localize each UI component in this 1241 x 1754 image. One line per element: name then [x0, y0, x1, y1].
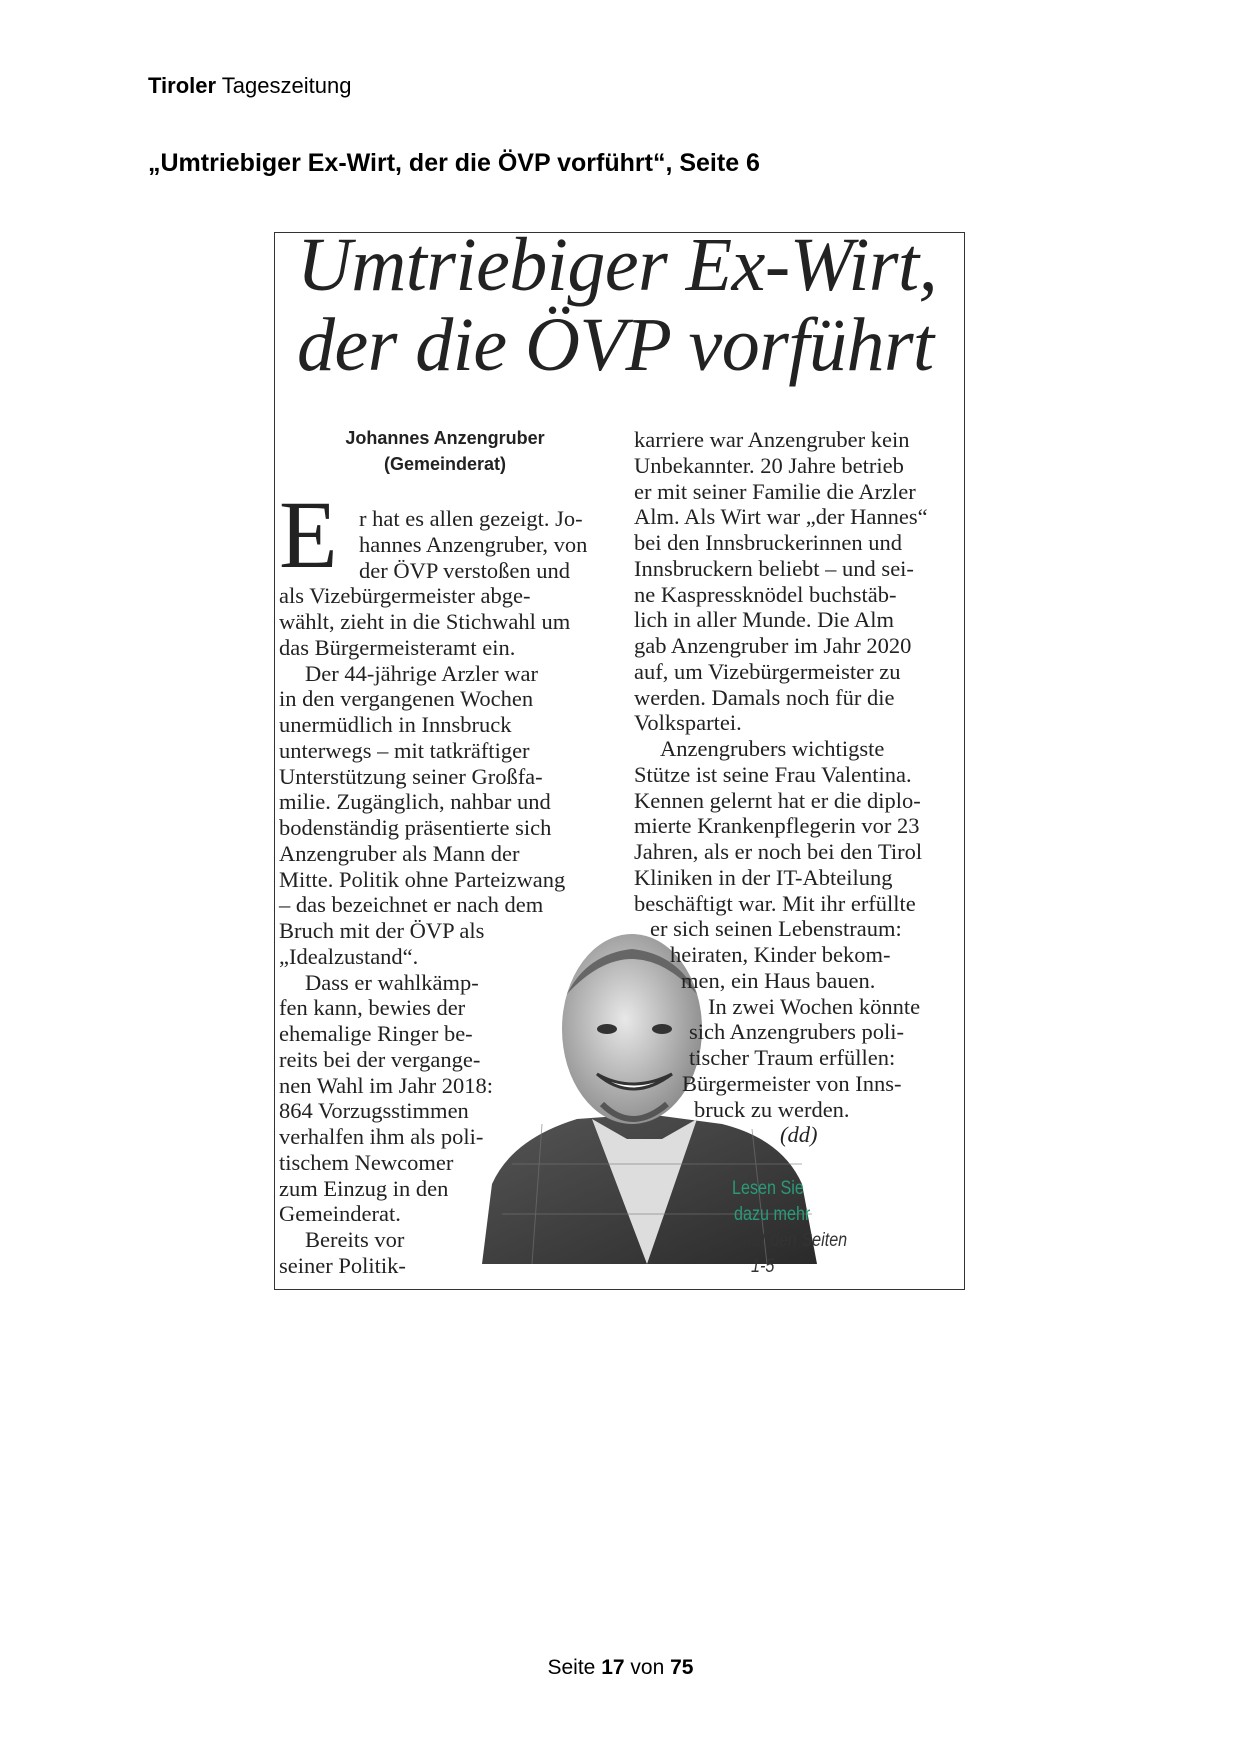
right-column-line: (dd): [780, 1122, 818, 1148]
right-column-line: Bürgermeister von Inns-: [682, 1070, 902, 1096]
left-column-line: der ÖVP verstoßen und: [359, 557, 571, 583]
drop-cap: E: [279, 481, 338, 588]
right-column-line: er mit seiner Familie die Arzler: [634, 478, 916, 504]
left-column-line: tischem Newcomer: [279, 1149, 454, 1175]
headline-line-2: der die ÖVP vorführt: [297, 303, 934, 387]
left-column-line: seiner Politik-: [279, 1252, 406, 1278]
left-column-line: – das bezeichnet er nach dem: [279, 892, 544, 918]
right-column-line: werden. Damals noch für die: [634, 684, 895, 710]
newspaper-clipping: [274, 232, 965, 1290]
left-column-line: reits bei der vergange-: [279, 1046, 481, 1072]
page-prefix: Seite: [547, 1656, 596, 1679]
right-column-line: Stütze ist seine Frau Valentina.: [634, 761, 912, 787]
left-column-line: Unterstützung seiner Großfa-: [279, 763, 543, 789]
right-column-line: tischer Traum erfüllen:: [689, 1045, 896, 1070]
left-column-line: 864 Vorzugsstimmen: [279, 1098, 469, 1124]
right-column-line: er sich seinen Lebenstraum:: [650, 916, 902, 942]
byline-role: (Gemeinderat): [383, 454, 507, 474]
right-column-line: lich in aller Munde. Die Alm: [634, 607, 894, 633]
left-column-line: Dass er wahlkämp-: [305, 969, 479, 995]
page-of: von: [630, 1656, 665, 1679]
document-title: „Umtriebiger Ex-Wirt, der die ÖVP vorführt“, Seite 6: [148, 149, 760, 177]
right-column-line: mierte Krankenpflegerin vor 23: [634, 813, 920, 839]
left-column-line: als Vizebürgermeister abge-: [279, 583, 531, 609]
total-pages: 75: [670, 1656, 694, 1679]
publication-name-rest: Tageszeitung: [221, 73, 352, 98]
left-column-line: das Bürgermeisteramt ein.: [279, 634, 516, 660]
right-column-line: Innsbruckern beliebt – und sei-: [634, 555, 914, 581]
left-column-line: unterwegs – mit tatkräftiger: [279, 737, 530, 763]
right-column-line: sich Anzengrubers poli-: [689, 1019, 904, 1045]
left-column-line: r hat es allen gezeigt. Jo-: [359, 506, 583, 531]
right-column-line: In zwei Wochen könnte: [708, 993, 921, 1019]
left-column-line: milie. Zugänglich, nahbar und: [279, 789, 551, 815]
publication-name-bold: Tiroler: [148, 73, 217, 98]
promo-line-1: Lesen Sie: [732, 1178, 804, 1199]
left-column-line: Gemeinderat.: [279, 1201, 401, 1227]
right-column-line: karriere war Anzengruber kein: [634, 427, 910, 452]
right-column-line: Alm. Als Wirt war „der Hannes“: [634, 504, 928, 530]
left-column-line: Der 44-jährige Arzler war: [305, 660, 539, 686]
right-column-line: beschäftigt war. Mit ihr erfüllte: [634, 890, 916, 916]
left-column-line: Anzengruber als Mann der: [279, 840, 520, 866]
right-column-line: heiraten, Kinder bekom-: [670, 942, 891, 967]
left-column-line: „Idealzustand“.: [279, 943, 419, 969]
left-column-line: verhalfen ihm als poli-: [279, 1124, 484, 1149]
publication-name: [148, 73, 351, 99]
left-column-line: Mitte. Politik ohne Parteizwang: [279, 866, 566, 892]
left-column-line: Bruch mit der ÖVP als: [279, 918, 485, 943]
right-column-line: Volkspartei.: [634, 710, 742, 736]
right-column-line: men, ein Haus bauen.: [681, 967, 876, 993]
page-number: [0, 1656, 1241, 1680]
left-column-line: wählt, zieht in die Stichwahl um: [279, 609, 571, 634]
left-column-line: fen kann, bewies der: [279, 995, 466, 1021]
promo-line-3: auf den Seiten: [743, 1230, 848, 1251]
right-column-line: bruck zu werden.: [694, 1096, 850, 1122]
right-column-line: auf, um Vizebürgermeister zu: [634, 658, 901, 684]
byline-name: Johannes Anzengruber: [345, 428, 545, 448]
left-column-line: in den vergangenen Wochen: [279, 686, 534, 712]
right-column-line: Kennen gelernt hat er die diplo-: [634, 787, 921, 813]
right-column-line: bei den Innsbruckerinnen und: [634, 530, 903, 555]
current-page: 17: [601, 1656, 625, 1679]
left-column-line: ehemalige Ringer be-: [279, 1021, 473, 1046]
left-column-line: Bereits vor: [305, 1227, 405, 1252]
right-column-line: Anzengrubers wichtigste: [660, 736, 885, 761]
right-column-line: gab Anzengruber im Jahr 2020: [634, 633, 912, 658]
left-column-line: hannes Anzengruber, von: [359, 531, 588, 557]
right-column-line: Jahren, als er noch bei den Tirol: [634, 839, 923, 864]
left-column-line: nen Wahl im Jahr 2018:: [279, 1072, 493, 1098]
headline-line-1: Umtriebiger Ex-Wirt,: [297, 232, 938, 307]
right-column-line: Kliniken in der IT-Abteilung: [634, 864, 893, 890]
left-column-line: unermüdlich in Innsbruck: [279, 712, 512, 737]
left-column-line: zum Einzug in den: [279, 1175, 449, 1201]
right-column-line: Unbekannter. 20 Jahre betrieb: [634, 452, 904, 478]
right-column-line: ne Kaspressknödel buchstäb-: [634, 581, 897, 607]
promo-line-4: 1-5: [751, 1256, 775, 1277]
promo-line-2: dazu mehr: [734, 1204, 811, 1225]
left-column-line: bodenständig präsentierte sich: [279, 815, 552, 840]
